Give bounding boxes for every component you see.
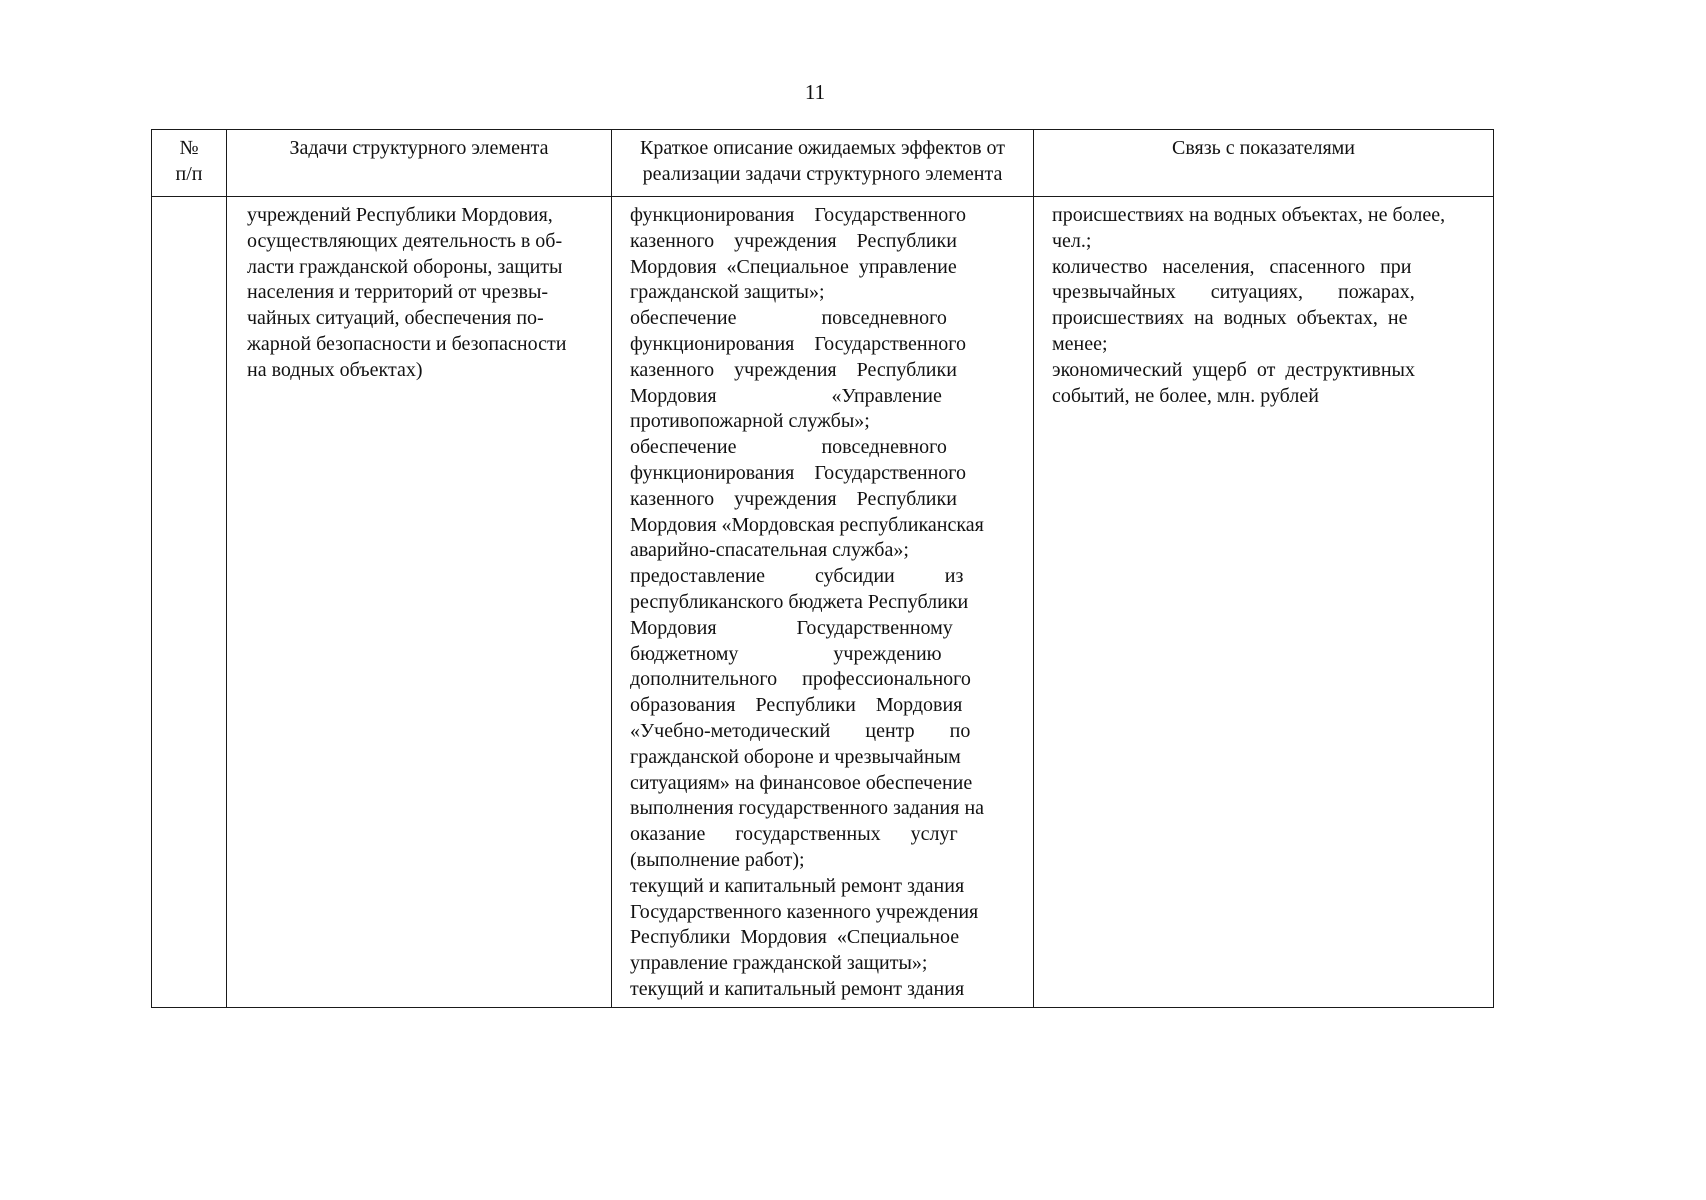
cell-effects [612, 197, 1034, 1008]
cell-tasks-text: учреждений Республики Мордовия, осуществляющих деятельность в об- ласти гражданской обороны, защиты населения и территорий от чрезвы- чайных ситуаций, обеспечения по- жарной безопасности и безопасности на водных объектах) [247, 204, 567, 381]
cell-effects-text: функционирования Государственного казенного учреждения Республики Мордовия «Специальное управление гражданской защиты»; обеспечение повседневного функционирования Государственного казенного учреждения Республики Мордовия «Управление противопожарной службы»; обеспечение повседневного функционирования Государственного казенного учреждения Республики Мордовия «Мордовская республиканская аварийно-спасательная служба»; предоставление субсидии из республиканского бюджета Республики Мордовия Государственному бюджетному учреждению дополнительного профессионального образования Республики Мордовия «Учебно-методический центр по гражданской обороне и чрезвычайным ситуациям» на финансовое обеспечение выполнения государственного задания на оказание государственных услуг (выполнение работ); текущий и капитальный ремонт здания Государственного казенного учреждения Республики Мордовия «Специальное управление гражданской защиты»; текущий и капитальный ремонт здания [630, 204, 985, 1000]
cell-indicators-text: происшествиях на водных объектах, не более, чел.; количество населения, спасенного при чрезвычайных ситуациях, пожарах, происшествиях на водных объектах, не менее; экономический ущерб от деструктивных событий, не более, млн. рублей [1052, 204, 1446, 407]
cell-indicators [1034, 197, 1494, 1008]
document-table [151, 129, 1494, 1008]
cell-number [152, 197, 227, 1008]
table-row [152, 197, 1494, 1008]
page-number: 11 [804, 80, 826, 104]
header-tasks-label: Задачи структурного элемента [289, 137, 549, 159]
header-indicators-label: Связь с показателями [1171, 137, 1356, 159]
table-header-row [152, 130, 1494, 197]
header-indicators [1034, 130, 1494, 197]
header-effects-label: Краткое описание ожидаемых эффектов от реализации задачи структурного элемента [640, 137, 1005, 185]
header-effects [612, 130, 1034, 197]
header-tasks [227, 130, 612, 197]
header-number [152, 130, 227, 197]
cell-tasks [227, 197, 612, 1008]
header-number-label: № п/п [175, 137, 203, 185]
